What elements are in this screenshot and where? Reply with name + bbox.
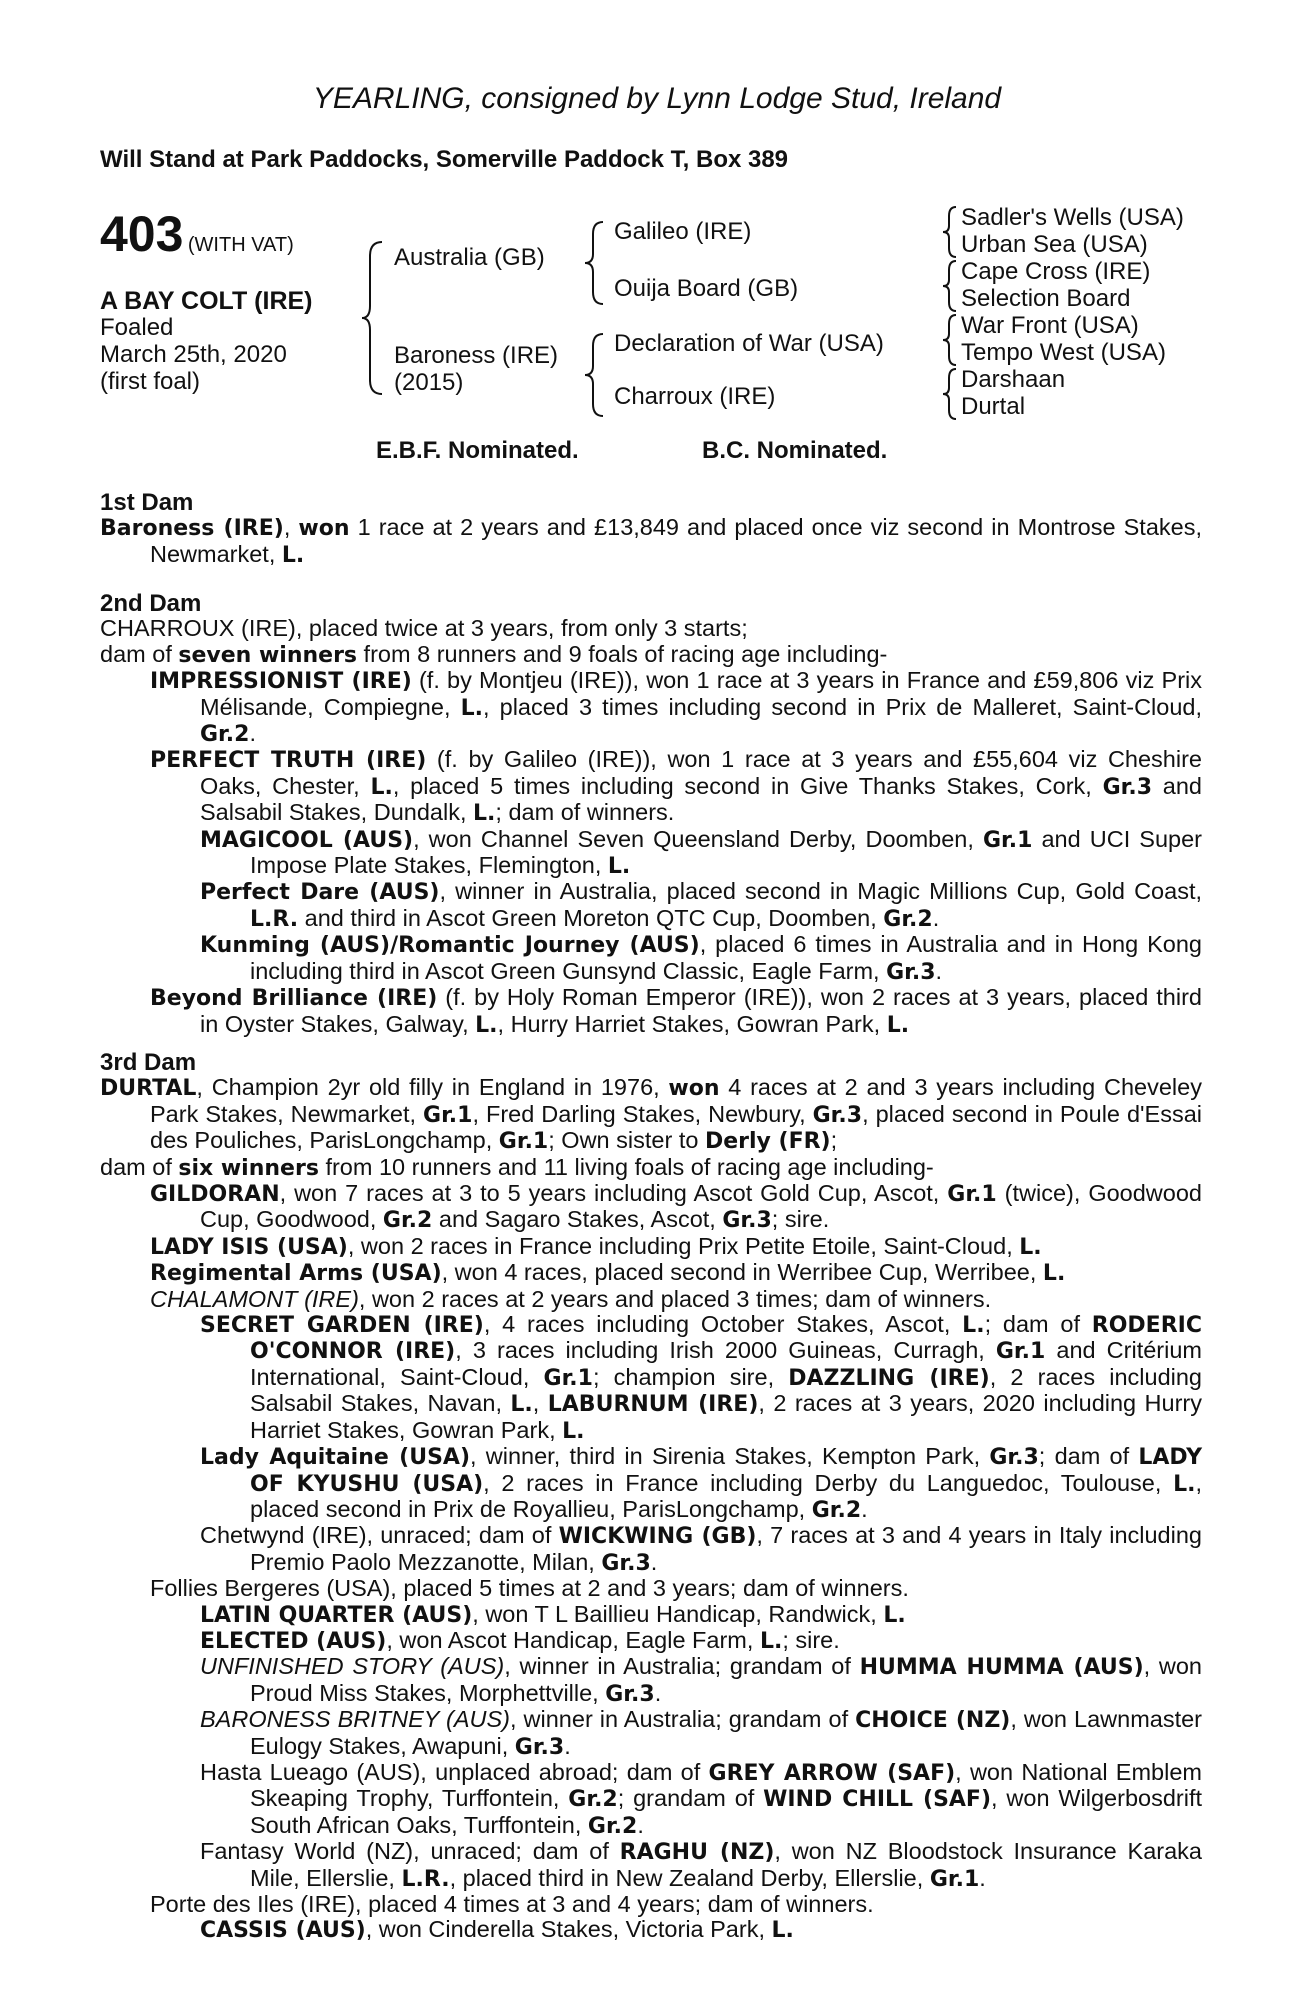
pedigree-line: Porte des Iles (IRE), placed 4 times at 3 and 4 years; dam of winners.: [150, 1891, 874, 1917]
second-dam-lines: [100, 616, 1202, 1038]
pedigree-line: PERFECT TRUTH (IRE) (f. by Galileo (IRE)), won 1 race at 3 years and £55,604 viz Cheshire Oaks, Chester, L., placed 5 times including second in Give Thanks Stakes, Cork, Gr.3 and Salsabil Stakes, Dundalk, L.; dam of winners.: [150, 746, 1202, 827]
ggs-bracket-2: [940, 258, 960, 314]
ggs-darshaan: Darshaan: [961, 366, 1066, 393]
sire-name: Australia (GB): [394, 244, 545, 271]
third-dam-section: [100, 1050, 1202, 1944]
horse-name: A BAY COLT (IRE): [100, 287, 313, 315]
pedigree-line: MAGICOOL (AUS), won Channel Seven Queensland Derby, Doomben, Gr.1 and UCI Super Impose Plate Stakes, Flemington, L.: [200, 825, 1202, 880]
pedigree-line: Baroness (IRE), won 1 race at 2 years and £13,849 and placed once viz second in Montrose Stakes, Newmarket, L.: [100, 514, 1203, 568]
pedigree-line: dam of seven winners from 8 runners and 9 foals of racing age including-: [100, 640, 888, 668]
granddam-charroux: Charroux (IRE): [614, 383, 776, 410]
lot-block: [100, 205, 294, 263]
pedigree-line: ELECTED (AUS), won Ascot Handicap, Eagle Farm, L.; sire.: [200, 1626, 840, 1654]
ggs-war-front: War Front (USA): [961, 312, 1139, 339]
foaled-info: [100, 314, 287, 395]
third-dam-title: 3rd Dam: [100, 1049, 197, 1076]
ebf-nominated: E.B.F. Nominated.: [376, 437, 579, 464]
pedigree-line: GILDORAN, won 7 races at 3 to 5 years including Ascot Gold Cup, Ascot, Gr.1 (twice), Goodwood Cup, Goodwood, Gr.2 and Sagaro Stakes, Ascot, Gr.3; sire.: [150, 1180, 1202, 1234]
pedigree-line: SECRET GARDEN (IRE), 4 races including October Stakes, Ascot, L.; dam of RODERIC O'CONNOR (IRE), 3 races including Irish 2000 Guineas, Curragh, Gr.1 and Critérium International, Saint-Cloud, Gr.1; champion sire, DAZZLING (IRE), 2 races including Salsabil Stakes, Navan, L., LABURNUM (IRE), 2 races at 3 years, 2020 including Hurry Harriet Stakes, Gowran Park, L.: [200, 1311, 1202, 1444]
pedigree-line: LADY ISIS (USA), won 2 races in France including Prix Petite Etoile, Saint-Cloud, L.: [150, 1232, 1042, 1260]
foaled-label: Foaled: [100, 314, 174, 341]
stand-location: Will Stand at Park Paddocks, Somerville Paddock T, Box 389: [100, 146, 789, 173]
sire-line-bracket: [583, 218, 609, 308]
ggs-sadlers-wells: Sadler's Wells (USA): [961, 204, 1184, 231]
sire-dam-bracket: [360, 238, 390, 398]
vat-note: (WITH VAT): [187, 234, 294, 256]
pedigree-line: LATIN QUARTER (AUS), won T L Baillieu Handicap, Randwick, L.: [200, 1600, 906, 1628]
pedigree-line: CHARROUX (IRE), placed twice at 3 years, from only 3 starts;: [100, 615, 748, 642]
ggs-bracket-1: [940, 204, 960, 260]
first-dam-title: 1st Dam: [100, 489, 194, 516]
pedigree-line: CHALAMONT (IRE), won 2 races at 2 years and placed 3 times; dam of winners.: [150, 1285, 992, 1312]
pedigree-line: Follies Bergeres (USA), placed 5 times at 2 and 3 years; dam of winners.: [150, 1575, 909, 1602]
pedigree-line: Perfect Dare (AUS), winner in Australia, placed second in Magic Millions Cup, Gold Coast, L.R. and third in Ascot Green Moreton QTC Cup, Doomben, Gr.2.: [200, 878, 1202, 932]
pedigree-line: Chetwynd (IRE), unraced; dam of WICKWING (GB), 7 races at 3 and 4 years in Italy including Premio Paolo Mezzanotte, Milan, Gr.3.: [200, 1522, 1202, 1576]
foal-note: (first foal): [100, 368, 201, 395]
ggs-cape-cross: Cape Cross (IRE): [961, 258, 1151, 285]
granddam-ouija-board: Ouija Board (GB): [614, 275, 799, 302]
ggs-tempo-west: Tempo West (USA): [961, 339, 1166, 366]
dam-year: (2015): [394, 369, 464, 396]
pedigree-line: DURTAL, Champion 2yr old filly in England in 1976, won 4 races at 2 and 3 years including Cheveley Park Stakes, Newmarket, Gr.1, Fred Darling Stakes, Newbury, Gr.3, placed second in Poule d'Essai des Pouliches, ParisLongchamp, Gr.1; Own sister to Derly (FR);: [100, 1074, 1202, 1155]
ggs-selection-board: Selection Board: [961, 285, 1131, 312]
pedigree-line: Kunming (AUS)/Romantic Journey (AUS), placed 6 times in Australia and in Hong Kong including third in Ascot Green Gunsynd Classic, Eagle Farm, Gr.3.: [200, 931, 1202, 985]
grandsire-galileo: Galileo (IRE): [614, 218, 752, 245]
pedigree-line: Lady Aquitaine (USA), winner, third in Sirenia Stakes, Kempton Park, Gr.3; dam of LADY OF KYUSHU (USA), 2 races in France including Derby du Languedoc, Toulouse, L., placed second in Prix de Royallieu, ParisLongchamp, Gr.2.: [200, 1443, 1202, 1523]
pedigree-line: BARONESS BRITNEY (AUS), winner in Australia; grandam of CHOICE (NZ), won Lawnmaster Eulogy Stakes, Awapuni, Gr.3.: [200, 1706, 1203, 1760]
ggs-bracket-3: [940, 312, 960, 368]
third-dam-lines: [100, 1075, 1202, 1943]
pedigree-line: Hasta Lueago (AUS), unplaced abroad; dam of GREY ARROW (SAF), won National Emblem Skeaping Trophy, Turffontein, Gr.2; grandam of WIND CHILL (SAF), won Wilgerbosdrift South African Oaks, Turffontein, Gr.2.: [200, 1758, 1203, 1839]
pedigree-line: IMPRESSIONIST (IRE) (f. by Montjeu (IRE)), won 1 race at 3 years in France and £59,806 viz Prix Mélisande, Compiegne, L., placed 3 times including second in Prix de Malleret, Saint-Cloud, Gr.2.: [150, 667, 1202, 748]
second-dam-section: [100, 591, 1202, 1038]
pedigree-line: Regimental Arms (USA), won 4 races, placed second in Werribee Cup, Werribee, L.: [150, 1259, 1066, 1287]
pedigree-line: CASSIS (AUS), won Cinderella Stakes, Victoria Park, L.: [200, 1916, 794, 1944]
ggs-urban-sea: Urban Sea (USA): [961, 231, 1148, 258]
first-dam-section: [100, 490, 1202, 568]
foaled-date: March 25th, 2020: [100, 341, 287, 368]
bc-nominated: B.C. Nominated.: [702, 437, 888, 464]
pedigree-line: dam of six winners from 10 runners and 11 living foals of racing age including-: [100, 1153, 934, 1181]
grandsire-declaration-of-war: Declaration of War (USA): [614, 330, 884, 357]
lot-number: 403: [100, 206, 184, 262]
first-dam-lines: [100, 515, 1202, 568]
pedigree-line: Fantasy World (NZ), unraced; dam of RAGHU (NZ), won NZ Bloodstock Insurance Karaka Mile, Ellerslie, L.R., placed third in New Zealand Derby, Ellerslie, Gr.1.: [200, 1838, 1202, 1892]
catalogue-header: YEARLING, consigned by Lynn Lodge Stud, Ireland: [312, 82, 1002, 115]
second-dam-title: 2nd Dam: [100, 590, 202, 617]
ggs-durtal: Durtal: [961, 393, 1026, 420]
pedigree-line: UNFINISHED STORY (AUS), winner in Australia; grandam of HUMMA HUMMA (AUS), won Proud Miss Stakes, Morphettville, Gr.3.: [200, 1653, 1202, 1707]
ggs-bracket-4: [940, 366, 960, 422]
pedigree-line: Beyond Brilliance (IRE) (f. by Holy Roman Emperor (IRE)), won 2 races at 3 years, placed third in Oyster Stakes, Galway, L., Hurry Harriet Stakes, Gowran Park, L.: [150, 984, 1202, 1038]
dam-name: Baroness (IRE): [394, 342, 559, 369]
dam-line-bracket: [583, 330, 609, 420]
